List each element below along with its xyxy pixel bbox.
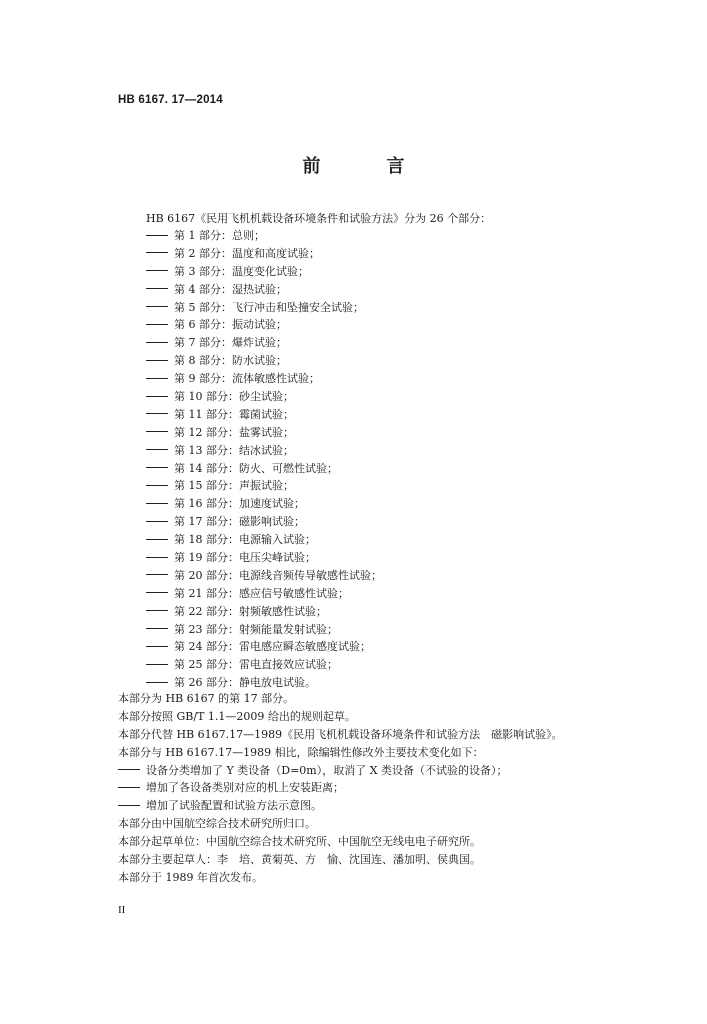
dash-icon <box>146 306 168 307</box>
list-item: 第 4 部分：湿热试验； <box>146 281 382 299</box>
dash-icon <box>146 252 168 253</box>
dash-icon <box>146 539 168 540</box>
standard-code: HB 6167. 17—2014 <box>118 94 223 106</box>
parts-list <box>146 227 382 692</box>
list-item: 第 18 部分：电源输入试验； <box>146 531 382 549</box>
page-number: II <box>118 904 126 916</box>
dash-icon <box>146 521 168 522</box>
dash-icon <box>146 682 168 683</box>
page-title: 前 言 <box>302 156 429 177</box>
body-paragraphs <box>118 690 563 887</box>
dash-icon <box>146 360 168 361</box>
dash-icon <box>146 378 168 379</box>
list-item: 第 26 部分：静电放电试验。 <box>146 674 382 692</box>
dash-icon <box>118 805 140 806</box>
dash-icon <box>146 431 168 432</box>
intro-paragraph: HB 6167《民用飞机机载设备环境条件和试验方法》分为 26 个部分： <box>146 212 492 225</box>
list-item: 第 7 部分：爆炸试验； <box>146 334 382 352</box>
dash-icon <box>146 485 168 486</box>
list-item: 第 9 部分：流体敏感性试验； <box>146 370 382 388</box>
dash-icon <box>146 592 168 593</box>
dash-icon <box>146 574 168 575</box>
list-item: 第 16 部分：加速度试验； <box>146 495 382 513</box>
paragraph-drafting-units: 本部分起草单位：中国航空综合技术研究所、中国航空无线电电子研究所。 <box>118 835 481 849</box>
list-item: 第 8 部分：防水试验； <box>146 352 382 370</box>
list-item: 第 15 部分：声振试验； <box>146 477 382 495</box>
list-item: 第 24 部分：雷电感应瞬态敏感度试验； <box>146 638 382 656</box>
list-item: 第 25 部分：雷电直接效应试验； <box>146 656 382 674</box>
paragraph-changes-intro: 本部分与 HB 6167.17—1989 相比，除编辑性修改外主要技术变化如下： <box>118 745 484 759</box>
paragraph-responsible: 本部分由中国航空综合技术研究所归口。 <box>118 817 316 831</box>
list-item: 第 21 部分：感应信号敏感性试验； <box>146 585 382 603</box>
list-item: 第 12 部分：盐雾试验； <box>146 424 382 442</box>
dash-icon <box>118 769 140 770</box>
dash-icon <box>146 342 168 343</box>
list-item: 第 5 部分：飞行冲击和坠撞安全试验； <box>146 299 382 317</box>
paragraph-replaces: 本部分代替 HB 6167.17—1989《民用飞机机载设备环境条件和试验方法 磁影响试验》。 <box>118 727 563 741</box>
dash-icon <box>146 449 168 450</box>
dash-icon <box>146 235 168 236</box>
change-item: 增加了各设备类别对应的机上安装距离； <box>118 779 563 797</box>
list-item: 第 10 部分：砂尘试验； <box>146 388 382 406</box>
dash-icon <box>146 503 168 504</box>
dash-icon <box>146 288 168 289</box>
list-item: 第 17 部分：磁影响试验； <box>146 513 382 531</box>
dash-icon <box>146 610 168 611</box>
paragraph-first-issue: 本部分于 1989 年首次发布。 <box>118 870 263 884</box>
list-item: 第 13 部分：结冰试验； <box>146 442 382 460</box>
dash-icon <box>146 557 168 558</box>
dash-icon <box>146 628 168 629</box>
dash-icon <box>146 270 168 271</box>
dash-icon <box>146 467 168 468</box>
dash-icon <box>146 646 168 647</box>
list-item: 第 23 部分：射频能量发射试验； <box>146 621 382 639</box>
list-item: 第 2 部分：温度和高度试验； <box>146 245 382 263</box>
change-item: 增加了试验配置和试验方法示意图。 <box>118 797 563 815</box>
dash-icon <box>118 787 140 788</box>
list-item: 第 3 部分：温度变化试验； <box>146 263 382 281</box>
dash-icon <box>146 413 168 414</box>
list-item: 第 22 部分：射频敏感性试验； <box>146 603 382 621</box>
list-item: 第 14 部分：防火、可燃性试验； <box>146 460 382 478</box>
list-item: 第 6 部分：振动试验； <box>146 316 382 334</box>
change-item: 设备分类增加了 Y 类设备（D=0m），取消了 X 类设备（不试验的设备）； <box>118 762 563 780</box>
dash-icon <box>146 664 168 665</box>
list-item: 第 11 部分：霉菌试验； <box>146 406 382 424</box>
list-item: 第 20 部分：电源线音频传导敏感性试验； <box>146 567 382 585</box>
dash-icon <box>146 324 168 325</box>
paragraph-drafting-rules: 本部分按照 GB/T 1.1—2009 给出的规则起草。 <box>118 709 356 723</box>
list-item: 第 1 部分：总则； <box>146 227 382 245</box>
dash-icon <box>146 396 168 397</box>
paragraph-part-number: 本部分为 HB 6167 的第 17 部分。 <box>118 692 295 705</box>
list-item: 第 19 部分：电压尖峰试验； <box>146 549 382 567</box>
paragraph-drafters: 本部分主要起草人：李 培、黄菊英、方 愉、沈国连、潘加明、侯典国。 <box>118 853 481 867</box>
